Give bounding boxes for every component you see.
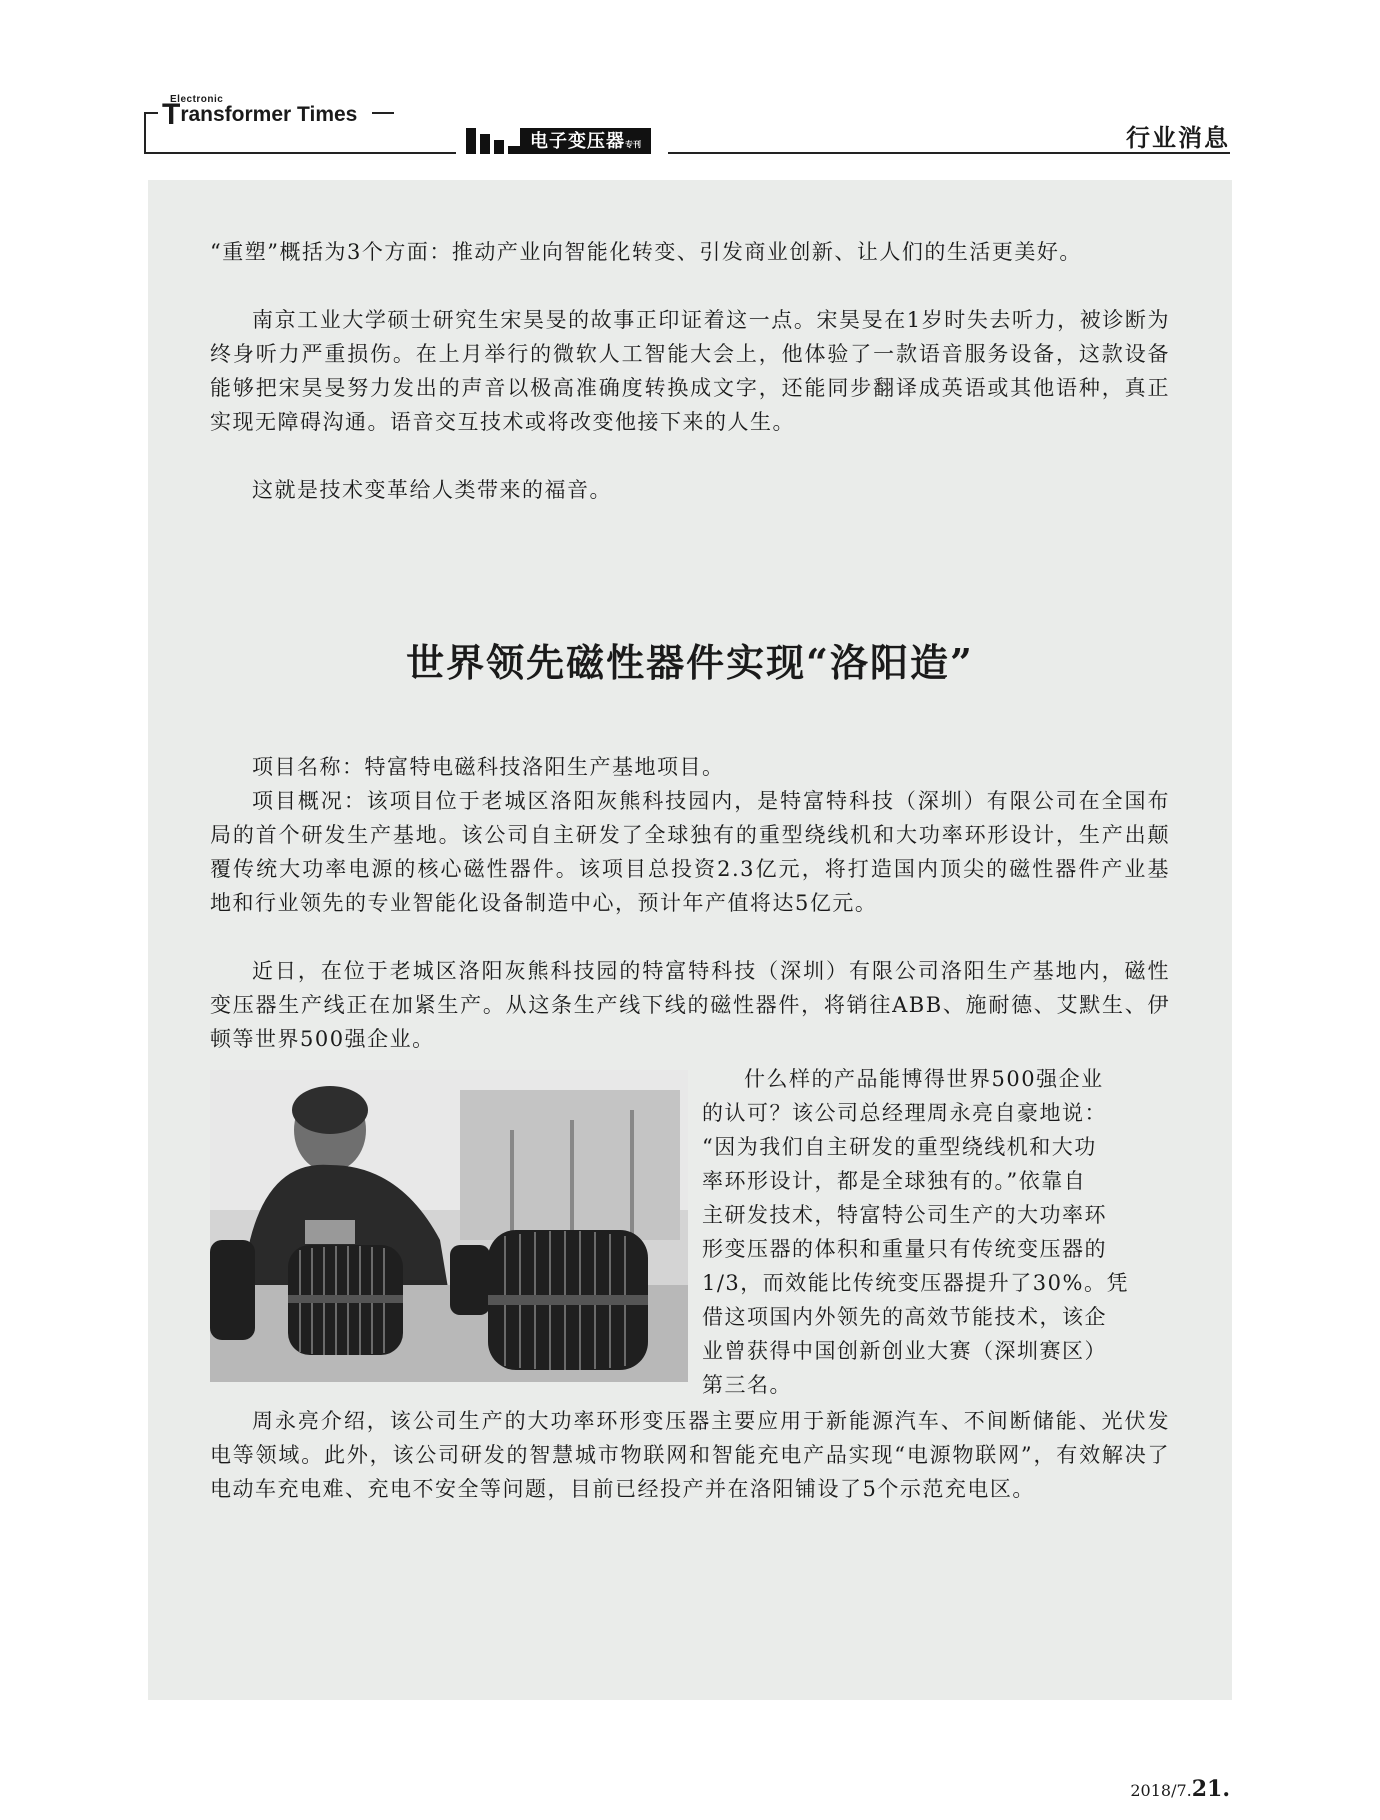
article-paragraph-quote <box>702 1062 1170 1402</box>
article-paragraph-overview: 项目概况：该项目位于老城区洛阳灰熊科技园内，是特富特科技（深圳）有限公司在全国布局的首个研发生产基地。该公司自主研发了全球独有的重型绕线机和大功率环形设计，生产出颠覆传统大功率电源的核心磁性器件。该项目总投资2.3亿元，将打造国内顶尖的磁性器件产业基地和行业领先的专业智能化设备制造中心，预计年产值将达5亿元。 <box>210 789 1170 915</box>
article-photo <box>210 1070 688 1382</box>
quote-line-1: 什么样的产品能博得世界500强企业 <box>744 1067 1104 1091</box>
prev-article-paragraph-3: 这就是技术变革给人类带来的福音。 <box>252 478 612 502</box>
article-paragraph-project-name: 项目名称：特富特电磁科技洛阳生产基地项目。 <box>252 755 725 779</box>
prev-article-paragraph-1: “重塑”概括为3个方面：推动产业向智能化转变、引发商业创新、让人们的生活更美好。 <box>210 240 1082 264</box>
quote-line-9: 业曾获得中国创新创业大赛（深圳赛区） <box>702 1339 1107 1363</box>
masthead-title-initial: T <box>162 98 181 131</box>
masthead-bracket <box>144 112 146 154</box>
masthead-title <box>162 98 357 132</box>
article-paragraph-applications: 周永亮介绍，该公司生产的大功率环形变压器主要应用于新能源汽车、不间断储能、光伏发电等领域。此外，该公司研发的智慧城市物联网和智能充电产品实现“电源物联网”，有效解决了电动车充电难、充电不安全等问题，目前已经投产并在洛阳铺设了5个示范充电区。 <box>210 1409 1170 1501</box>
photo-worker-transformers <box>210 1070 688 1382</box>
masthead-title-rest: ransformer Times <box>180 103 358 126</box>
quote-line-2: 的认可？该公司总经理周永亮自豪地说： <box>702 1101 1107 1125</box>
masthead-electronic: Electronic <box>170 94 224 105</box>
masthead <box>140 90 1230 160</box>
section-label: 行业消息 <box>1126 125 1230 152</box>
page-number <box>1130 1776 1230 1802</box>
article-paragraph-production: 近日，在位于老城区洛阳灰熊科技园的特富特科技（深圳）有限公司洛阳生产基地内，磁性变压器生产线正在加紧生产。从这条生产线下线的磁性器件，将销往ABB、施耐德、艾默生、伊顿等世界500强企业。 <box>210 959 1170 1051</box>
quote-line-7: 1/3，而效能比传统变压器提升了30%。凭 <box>702 1271 1129 1295</box>
article-headline: 世界领先磁性器件实现“洛阳造” <box>406 640 974 685</box>
quote-line-5: 主研发技术，特富特公司生产的大功率环 <box>702 1203 1107 1227</box>
masthead-dash <box>372 112 394 114</box>
quote-line-6: 形变压器的体积和重量只有传统变压器的 <box>702 1237 1107 1261</box>
masthead-bracket-top <box>144 112 158 114</box>
quote-line-3: “因为我们自主研发的重型绕线机和大功 <box>702 1135 1097 1159</box>
masthead-rule-left <box>144 152 456 154</box>
quote-line-4: 率环形设计，都是全球独有的。”依靠自 <box>702 1169 1087 1193</box>
masthead-badge <box>520 128 651 154</box>
quote-line-8: 借这项国内外领先的高效节能技术，该企 <box>702 1305 1107 1329</box>
masthead-badge-text: 电子变压器 <box>530 131 625 151</box>
issue-date: 2018/7. <box>1130 1781 1192 1800</box>
quote-line-10: 第三名。 <box>702 1373 792 1397</box>
masthead-badge-small: 专刊 <box>625 140 641 149</box>
page-number-value: 21. <box>1191 1776 1230 1802</box>
prev-article-paragraph-2: 南京工业大学硕士研究生宋昊旻的故事正印证着这一点。宋昊旻在1岁时失去听力，被诊断为终身听力严重损伤。在上月举行的微软人工智能大会上，他体验了一款语音服务设备，这款设备能够把宋昊旻努力发出的声音以极高准确度转换成文字，还能同步翻译成英语或其他语种，真正实现无障碍沟通。语音交互技术或将改变他接下来的人生。 <box>210 308 1170 434</box>
